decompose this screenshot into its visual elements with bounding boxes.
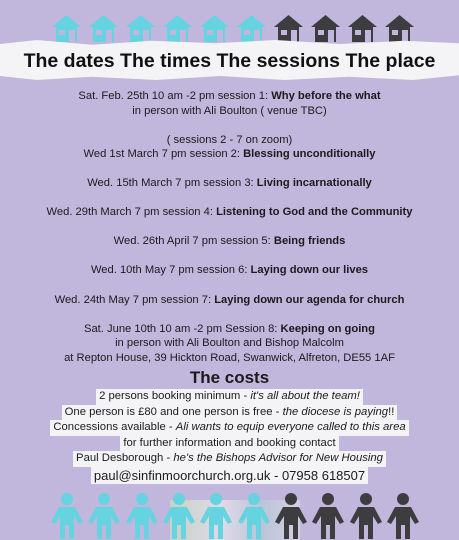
session-text: ( sessions 2 - 7 on zoom) [166,133,293,146]
session-topic: Laying down our agenda for church [214,293,405,306]
house-icon [124,13,157,43]
sessions-list [0,89,459,380]
paper-strip [96,389,363,405]
session-line [0,263,459,278]
concessions-note: Ali wants to equip everyone called to this area [175,421,406,433]
session-text: Wed. 24th May 7 pm session 7: [54,293,215,306]
house-icon [50,13,83,43]
person-icon [50,492,84,540]
houses-row [50,13,416,43]
costs-section [0,389,459,484]
paper-strip [91,467,368,484]
min-booking-note: it's all about the team! [250,390,360,402]
session-topic: Blessing unconditionally [243,148,376,161]
session-3 [0,176,459,191]
person-icon [162,492,196,540]
session-line [0,176,459,191]
min-booking-text: 2 persons booking minimum - [99,390,251,402]
paper-strip [50,420,408,436]
person-icon [349,492,383,540]
session-text: Wed. 29th March 7 pm session 4: [46,206,217,219]
session-text: Wed. 15th March 7 pm session 3: [87,177,257,190]
contact-role: he's the Bishops Advisor for New Housing [173,452,383,464]
price-note: the diocese is paying [282,405,389,418]
paper-strip [120,436,338,452]
session-text: in person with Ali Boulton and Bishop Malcolm [115,337,344,350]
person-icon [125,492,159,540]
costs-line [0,451,459,467]
session-line [0,293,459,308]
session-5 [0,234,459,249]
session-4 [0,205,459,220]
costs-line [0,405,459,421]
session-text: in person with Ali Boulton ( venue TBC) [132,104,327,117]
session-topic: Why before the what [271,90,381,102]
session-2 [0,133,459,162]
price-text: One person is £80 and one person is free - [64,405,283,418]
session-text: Sat. June 10th 10 am -2 pm Session 8: [84,322,281,335]
costs-line [0,420,459,436]
person-icon [386,492,420,540]
person-icon [199,492,233,540]
costs-line [0,467,459,484]
session-text: Sat. Feb. 25th 10 am -2 pm session 1: [78,90,272,102]
session-venue: at Repton House, 39 Hickton Road, Swanwick, Alfreton, DE55 1AF [64,351,395,364]
costs-line [0,389,459,405]
session-7 [0,293,459,308]
house-icon [383,13,416,43]
person-icon [274,492,308,540]
session-line [0,104,459,119]
session-line [0,234,459,249]
session-line [0,351,459,366]
session-topic: Laying down our lives [250,264,369,277]
session-topic: Being friends [273,235,346,248]
person-icon [87,492,121,540]
price-tail: !! [388,405,395,418]
person-icon [237,492,271,540]
session-line [0,133,459,148]
contact-name: Paul Desborough - [76,452,174,464]
session-text: Wed. 10th May 7 pm session 6: [90,264,251,277]
people-row [50,490,420,540]
house-icon [272,13,305,43]
session-topic: Keeping on going [280,322,375,335]
paper-strip [62,405,398,421]
session-6 [0,263,459,278]
session-topic: Living incarnationally [256,177,372,190]
contact-details[interactable]: paul@sinfinmoorchurch.org.uk - 07958 618507 [93,467,366,483]
session-line [0,336,459,351]
session-text: Wed. 26th April 7 pm session 5: [113,235,274,248]
session-topic: Listening to God and the Community [216,206,413,219]
house-icon [198,13,231,43]
house-icon [87,13,120,43]
house-icon [346,13,379,43]
session-text: Wed 1st March 7 pm session 2: [83,148,244,161]
session-line [0,322,459,337]
person-icon [311,492,345,540]
session-line [0,89,459,104]
house-icon [161,13,194,43]
costs-line [0,436,459,452]
concessions-text: Concessions available - [53,421,176,433]
session-8 [0,322,459,366]
page-title: The dates The times The sessions The place [23,50,436,72]
house-icon [309,13,342,43]
session-1 [0,89,459,118]
session-line [0,205,459,220]
paper-strip [73,451,386,467]
costs-heading: The costs [189,368,270,387]
session-line [0,147,459,162]
house-icon [235,13,268,43]
further-info-text: for further information and booking contact [123,436,336,449]
